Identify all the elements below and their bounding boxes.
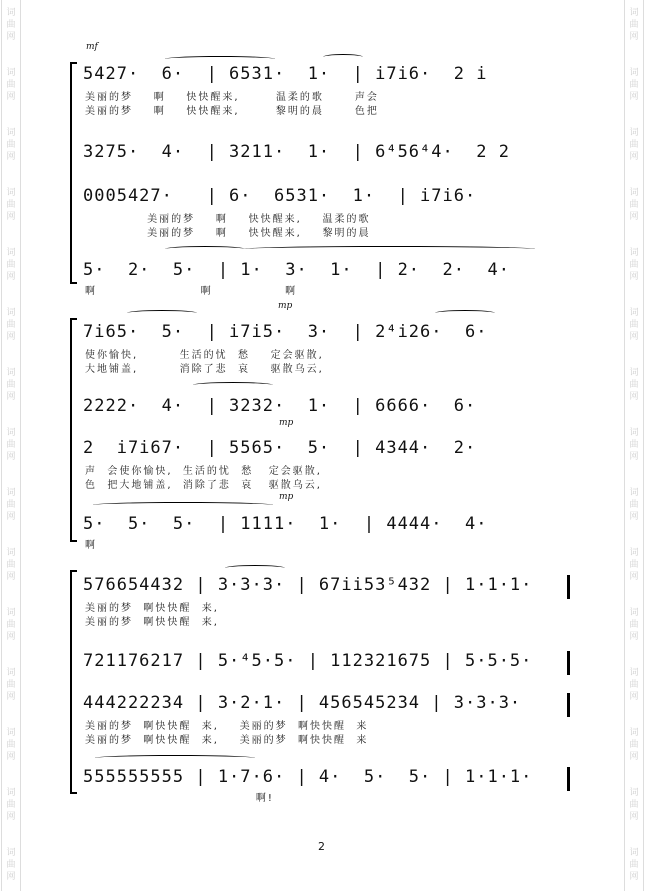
watermark-char: 网 [6, 32, 16, 42]
slur [193, 382, 273, 388]
watermark-char: 网 [629, 452, 639, 462]
watermark-char: 曲 [6, 20, 16, 30]
watermark-char: 曲 [6, 620, 16, 630]
dynamic-mf: mf [86, 42, 98, 52]
watermark-char: 词 [629, 368, 639, 378]
watermark-char: 网 [629, 632, 639, 642]
staff-bass [75, 514, 575, 542]
watermark-char: 词 [629, 8, 639, 18]
watermark-char: 网 [6, 632, 16, 642]
watermark-char: 曲 [629, 620, 639, 630]
watermark-char: 曲 [629, 80, 639, 90]
final-barline [567, 575, 570, 599]
watermark-char: 网 [6, 152, 16, 162]
watermark-char: 网 [6, 692, 16, 702]
watermark-char: 词 [6, 428, 16, 438]
watermark-char: 词 [6, 728, 16, 738]
watermark-char: 曲 [629, 860, 639, 870]
watermark-char: 网 [6, 212, 16, 222]
notes: 0005427· | 6· 6531· 1· | i7i6· [83, 186, 477, 206]
system-brace [70, 62, 77, 284]
system-brace [70, 570, 77, 794]
watermark-char: 曲 [629, 680, 639, 690]
watermark-char: 网 [6, 752, 16, 762]
watermark-char: 曲 [6, 200, 16, 210]
watermark-char: 曲 [629, 800, 639, 810]
watermark-char: 曲 [6, 800, 16, 810]
dynamic-mp: mp [279, 492, 294, 502]
slur [225, 565, 285, 571]
lyric-line: 美丽的梦 啊快快醒 来, 美丽的梦 啊快快醒 来 [85, 721, 369, 732]
watermark-char: 曲 [6, 440, 16, 450]
watermark-char: 网 [629, 752, 639, 762]
watermark-char: 网 [6, 872, 16, 882]
watermark-char: 网 [6, 392, 16, 402]
slur [95, 755, 255, 761]
watermark-char: 词 [629, 848, 639, 858]
watermark-char: 词 [629, 788, 639, 798]
watermark-char: 词 [6, 788, 16, 798]
watermark-char: 词 [629, 428, 639, 438]
watermark-char: 词 [6, 188, 16, 198]
notes: 5· 2· 5· | 1· 3· 1· | 2· 2· 4· [83, 260, 510, 280]
watermark-char: 曲 [6, 740, 16, 750]
watermark-char: 词 [6, 68, 16, 78]
watermark-char: 网 [6, 92, 16, 102]
notes: 555555555 | 1·7·6· | 4· 5· 5· | 1·1·1· [83, 767, 533, 787]
watermark-char: 曲 [629, 260, 639, 270]
final-barline [567, 693, 570, 717]
final-barline [567, 651, 570, 675]
slur [93, 502, 273, 508]
watermark-char: 曲 [6, 560, 16, 570]
watermark-char: 网 [6, 812, 16, 822]
lyric-line: 啊! [85, 793, 274, 804]
watermark-char: 词 [629, 548, 639, 558]
watermark-char: 网 [629, 512, 639, 522]
watermark-char: 曲 [6, 680, 16, 690]
watermark-char: 网 [629, 692, 639, 702]
watermark-char: 曲 [629, 140, 639, 150]
watermark-char: 曲 [6, 320, 16, 330]
watermark-char: 词 [629, 188, 639, 198]
dynamic-mp: mp [278, 301, 293, 311]
watermark-char: 曲 [629, 380, 639, 390]
notes: 721176217 | 5·⁴5·5· | 112321675 | 5·5·5· [83, 651, 533, 671]
watermark-char: 词 [6, 128, 16, 138]
lyric-line: 啊 啊 啊 [85, 286, 298, 297]
watermark-char: 词 [6, 308, 16, 318]
page-number: 2 [318, 840, 325, 853]
watermark-char: 词 [6, 848, 16, 858]
watermark-char: 词 [6, 368, 16, 378]
watermark-char: 网 [629, 272, 639, 282]
notes: 2222· 4· | 3232· 1· | 6666· 6· [83, 396, 477, 416]
watermark-char: 曲 [6, 380, 16, 390]
staff-alto [75, 142, 575, 170]
lyric-line: 使你愉快, 生活的忧 愁 定会驱散, [85, 350, 324, 361]
staff-alto [75, 396, 575, 424]
watermark-char: 曲 [629, 320, 639, 330]
lyric-line: 声 会使你愉快, 生活的忧 愁 定会驱散, [85, 466, 322, 477]
notes: 3275· 4· | 3211· 1· | 6⁴56⁴4· 2 2 [83, 142, 510, 162]
watermark-char: 词 [6, 8, 16, 18]
watermark-char: 网 [629, 32, 639, 42]
lyric-line: 美丽的梦 啊 快快醒来, 黎明的晨 色把 [85, 106, 379, 117]
staff-alto [75, 651, 575, 679]
watermark-char: 曲 [6, 140, 16, 150]
watermark-char: 网 [629, 812, 639, 822]
final-barline [567, 767, 570, 791]
watermark-char: 词 [6, 248, 16, 258]
watermark-char: 网 [6, 572, 16, 582]
watermark-left [1, 0, 21, 891]
watermark-char: 网 [6, 332, 16, 342]
lyric-line: 大地铺盖, 消除了悲 哀 驱散乌云, [85, 364, 324, 375]
watermark-char: 曲 [629, 560, 639, 570]
watermark-char: 词 [6, 548, 16, 558]
notes: 2 i7i67· | 5565· 5· | 4344· 2· [83, 438, 477, 458]
watermark-char: 曲 [629, 200, 639, 210]
watermark-char: 词 [6, 668, 16, 678]
watermark-char: 曲 [6, 260, 16, 270]
system-brace [70, 318, 77, 542]
slur [165, 56, 275, 62]
notes: 5427· 6· | 6531· 1· | i7i6· 2 i [83, 64, 488, 84]
slur [435, 310, 495, 316]
watermark-char: 网 [629, 872, 639, 882]
watermark-char: 词 [629, 668, 639, 678]
watermark-char: 网 [6, 272, 16, 282]
watermark-char: 网 [629, 332, 639, 342]
watermark-char: 词 [629, 248, 639, 258]
watermark-char: 词 [6, 608, 16, 618]
watermark-char: 词 [629, 728, 639, 738]
slur [165, 246, 245, 252]
watermark-char: 曲 [629, 20, 639, 30]
lyric-line: 美丽的梦 啊 快快醒来, 温柔的歌 声会 [85, 92, 379, 103]
watermark-char: 网 [629, 92, 639, 102]
watermark-char: 曲 [629, 500, 639, 510]
watermark-char: 词 [629, 128, 639, 138]
lyric-line: 美丽的梦 啊 快快醒来, 黎明的晨 [85, 228, 371, 239]
watermark-char: 词 [6, 488, 16, 498]
slur [127, 310, 197, 316]
watermark-char: 网 [6, 452, 16, 462]
lyric-line: 美丽的梦 啊快快醒 来, [85, 603, 219, 614]
dynamic-mp: mp [279, 418, 294, 428]
watermark-char: 曲 [629, 440, 639, 450]
notes: 7i65· 5· | i7i5· 3· | 2⁴i26· 6· [83, 322, 488, 342]
watermark-char: 曲 [6, 860, 16, 870]
lyric-line: 美丽的梦 啊快快醒 来, 美丽的梦 啊快快醒 来 [85, 735, 369, 746]
slur [323, 54, 363, 60]
watermark-char: 曲 [6, 500, 16, 510]
lyric-line: 啊 [85, 540, 97, 551]
lyric-line: 美丽的梦 啊快快醒 来, [85, 617, 219, 628]
watermark-char: 曲 [629, 740, 639, 750]
watermark-char: 网 [6, 512, 16, 522]
watermark-char: 曲 [6, 80, 16, 90]
watermark-char: 词 [629, 68, 639, 78]
watermark-char: 词 [629, 608, 639, 618]
notes: 444222234 | 3·2·1· | 456545234 | 3·3·3· [83, 693, 522, 713]
watermark-char: 网 [629, 212, 639, 222]
watermark-char: 网 [629, 392, 639, 402]
slur [245, 246, 535, 252]
lyric-line: 色 把大地铺盖, 消除了悲 哀 驱散乌云, [85, 480, 322, 491]
watermark-char: 词 [629, 488, 639, 498]
watermark-char: 网 [629, 152, 639, 162]
notes: 5· 5· 5· | 1111· 1· | 4444· 4· [83, 514, 488, 534]
lyric-line: 美丽的梦 啊 快快醒来, 温柔的歌 [85, 214, 371, 225]
watermark-char: 词 [629, 308, 639, 318]
notes: 576654432 | 3·3·3· | 67ii53⁵432 | 1·1·1· [83, 575, 533, 595]
watermark-right [624, 0, 644, 891]
watermark-char: 网 [629, 572, 639, 582]
